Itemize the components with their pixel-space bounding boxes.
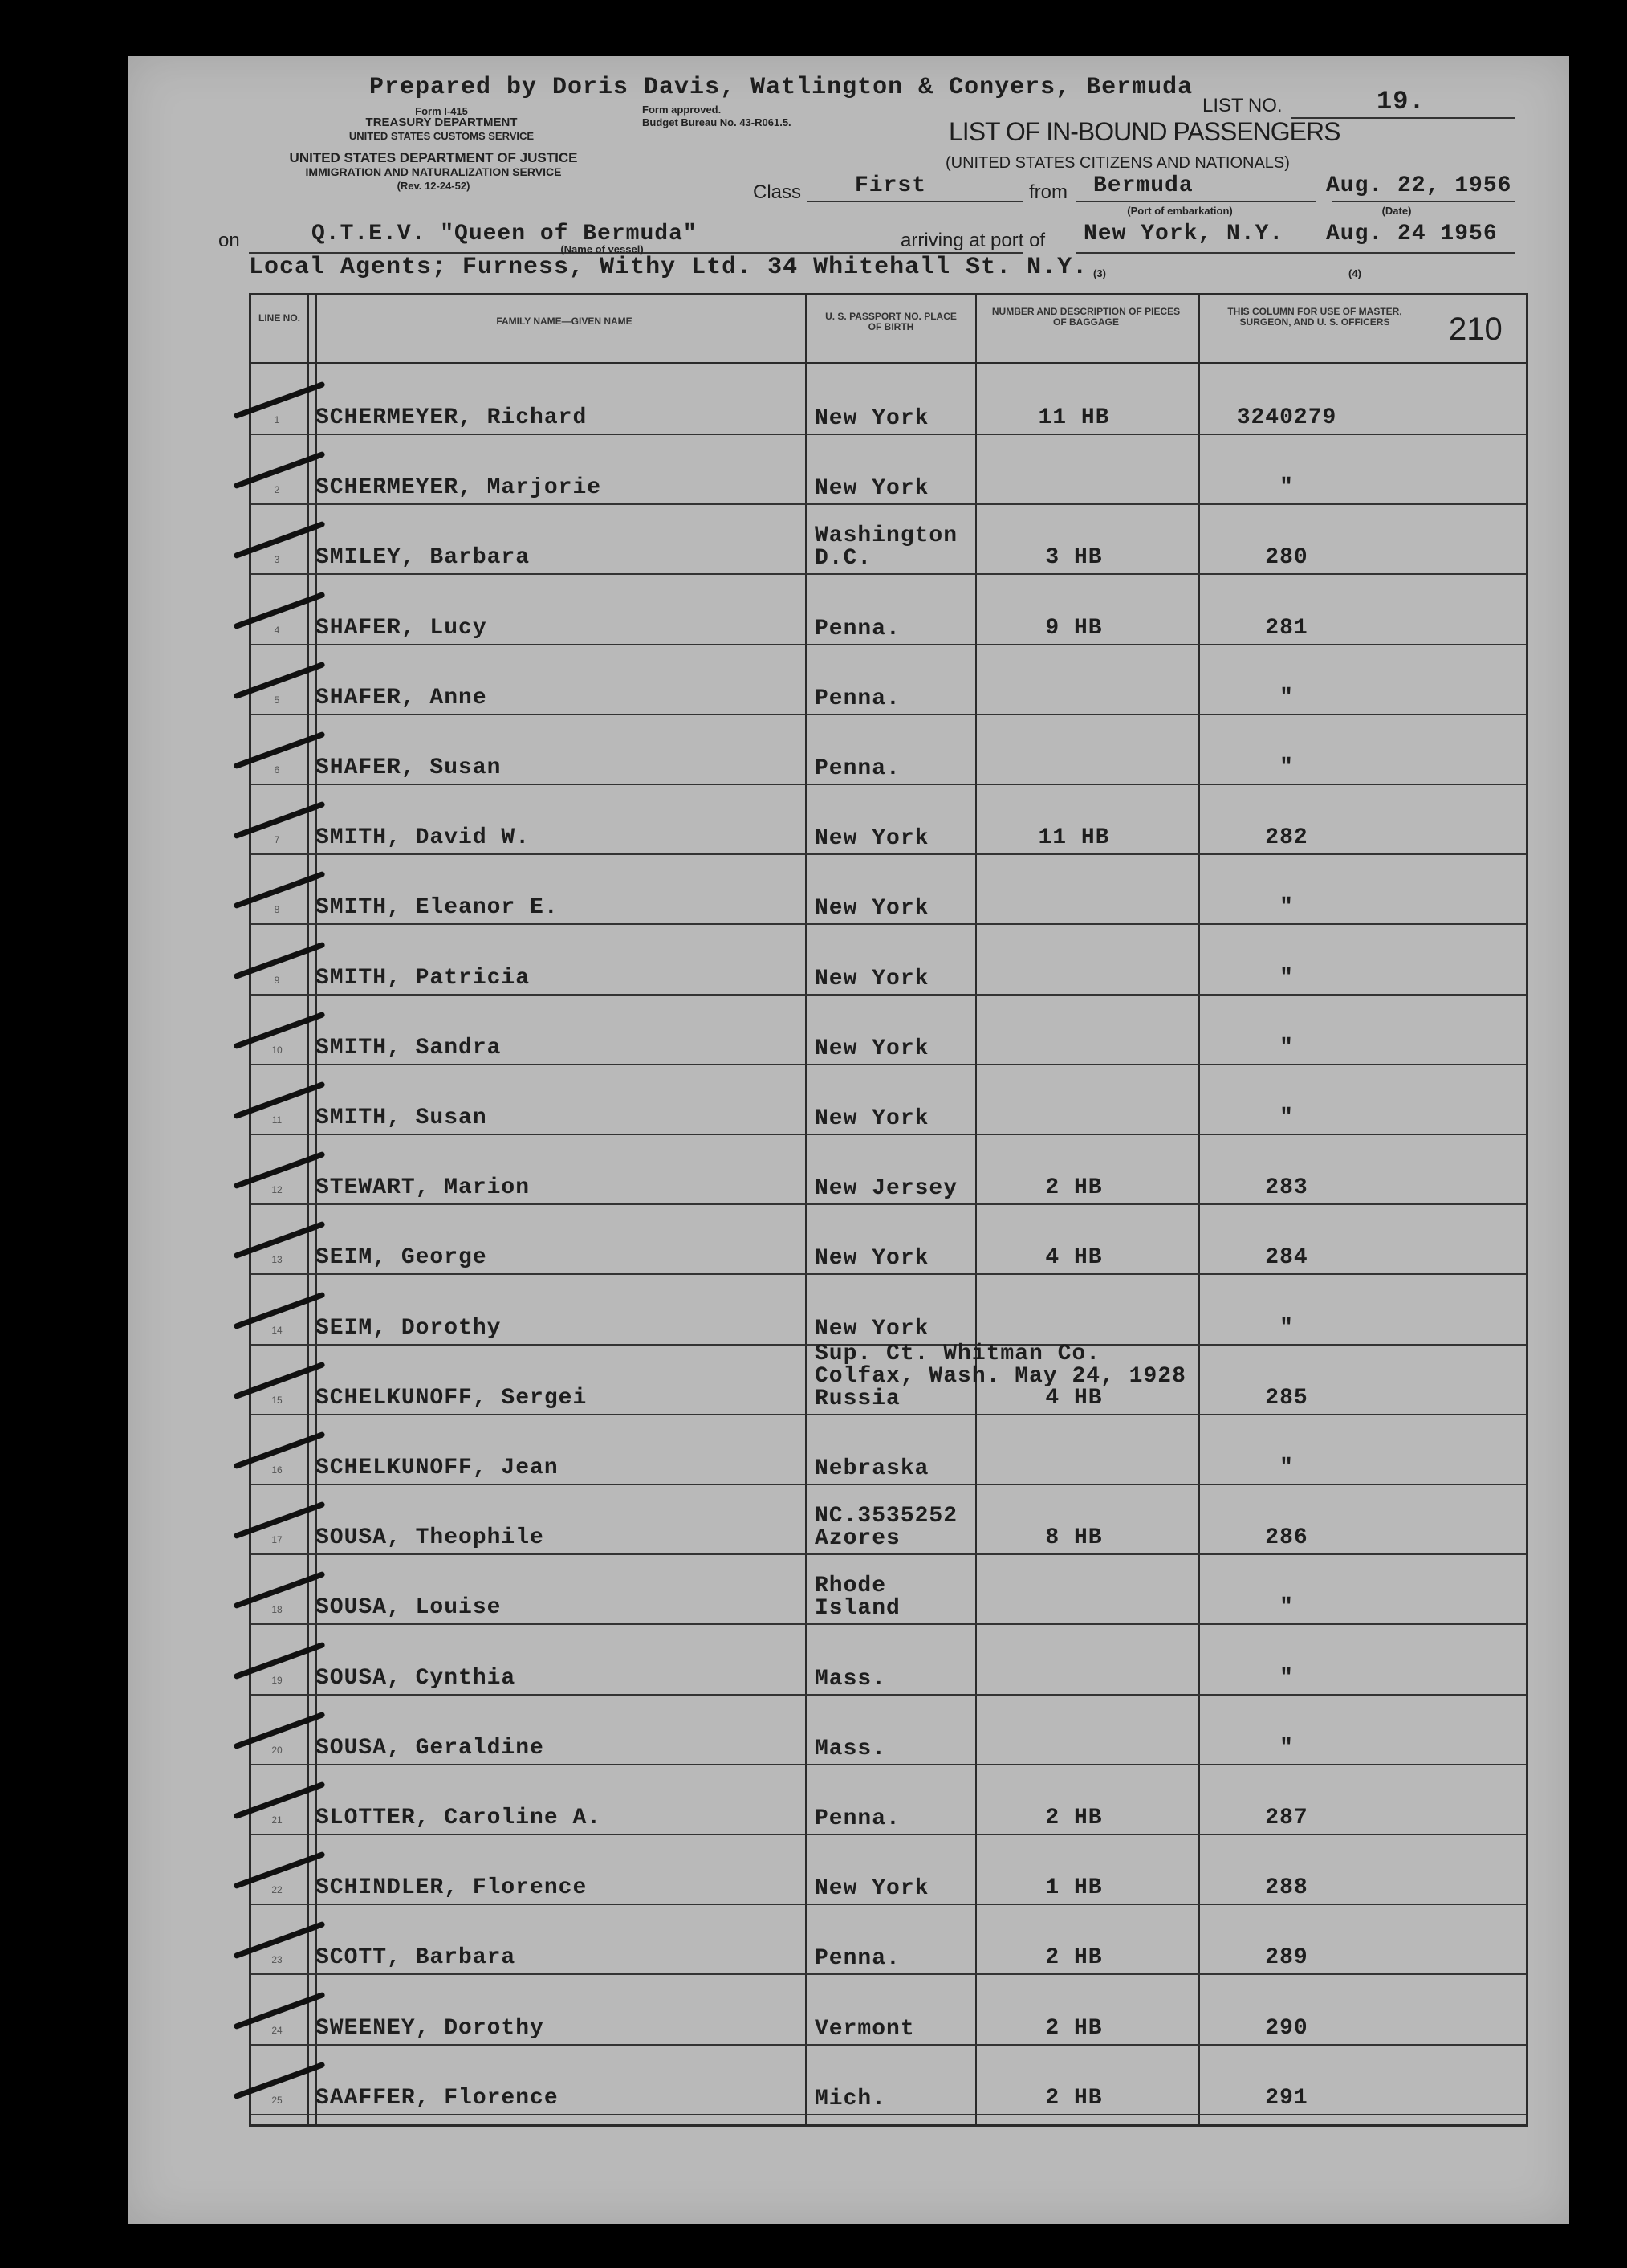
place-of-birth: Penna. [815, 756, 901, 781]
line-number: 7 [274, 834, 280, 846]
passenger-name: SHAFER, Susan [315, 755, 502, 780]
line-number: 16 [271, 1464, 283, 1476]
officer-number: " [1279, 1595, 1294, 1621]
passenger-name: SHAFER, Anne [315, 685, 487, 711]
officer-number: 291 [1265, 2085, 1308, 2111]
row-line [251, 2114, 1526, 2115]
officer-number: " [1279, 1456, 1294, 1480]
officer-number: 286 [1265, 1525, 1308, 1551]
table-row [251, 505, 1526, 575]
table-row [251, 996, 1526, 1065]
list-title: LIST OF IN-BOUND PASSENGERS [949, 117, 1340, 146]
passenger-name: SAAFFER, Florence [315, 2085, 559, 2111]
list-no-label: LIST NO. [1202, 95, 1283, 116]
line-number: 9 [274, 974, 280, 986]
immigration-service: IMMIGRATION AND NATURALIZATION SERVICE [305, 165, 562, 178]
date-caption: (Date) [1381, 205, 1412, 217]
punch-hole [66, 2047, 108, 2089]
officer-number: 284 [1265, 1245, 1308, 1271]
table-row [251, 1415, 1526, 1485]
punch-hole [66, 739, 108, 780]
line-number: 10 [271, 1044, 283, 1056]
officer-number: 289 [1265, 1945, 1308, 1971]
prepared-by: Prepared by Doris Davis, Watlington & Conyers, Bermuda [369, 74, 1194, 101]
place-of-birth: New York [815, 1106, 929, 1131]
baggage: 8 HB [1045, 1525, 1103, 1551]
line-number: 13 [271, 1254, 283, 1266]
vessel-name: Q.T.E.V. "Queen of Bermuda" [311, 222, 698, 246]
passenger-name: SMITH, David W. [315, 825, 531, 851]
place-of-birth: New York [815, 966, 929, 991]
table-row [251, 855, 1526, 925]
officer-number: " [1279, 685, 1294, 711]
passenger-name: SEIM, Dorothy [315, 1315, 502, 1341]
from-label: from [1029, 181, 1068, 203]
from-value: Bermuda [1093, 173, 1194, 198]
table-row [251, 1135, 1526, 1205]
line-number: 12 [271, 1184, 283, 1196]
list-no-value: 19. [1377, 87, 1426, 116]
place-of-birth: Penna. [815, 1946, 901, 1972]
passenger-name: SLOTTER, Caroline A. [315, 1806, 602, 1830]
line-number: 5 [274, 694, 280, 706]
line-number: 21 [271, 1814, 283, 1826]
passenger-name: SCHINDLER, Florence [315, 1875, 588, 1901]
table-row [251, 1765, 1526, 1835]
punch-hole [66, 1590, 108, 1631]
officer-number: 285 [1265, 1385, 1308, 1411]
arriving-label: arriving at port of [901, 230, 1046, 251]
passenger-name: SWEENEY, Dorothy [315, 2015, 544, 2041]
table-row [251, 2046, 1526, 2115]
place-of-birth: New York [815, 1316, 929, 1342]
table-row [251, 1835, 1526, 1905]
passenger-name: SHAFER, Lucy [315, 615, 487, 641]
officer-number: 287 [1265, 1806, 1308, 1830]
from-line [1076, 201, 1316, 202]
baggage: 11 HB [1038, 405, 1110, 430]
baggage: 4 HB [1045, 1245, 1103, 1271]
officer-number: " [1279, 755, 1294, 780]
baggage: 3 HB [1045, 545, 1103, 571]
passenger-name: SMITH, Susan [315, 1105, 487, 1130]
passenger-name: SMITH, Patricia [315, 965, 531, 991]
place-of-birth: Mass. [815, 1736, 887, 1761]
line-number: 23 [271, 1954, 283, 1966]
arrival-date: Aug. 24 1956 [1326, 222, 1498, 246]
passenger-name: SMILEY, Barbara [315, 545, 531, 571]
place-of-birth: New Jersey [815, 1176, 958, 1202]
officer-number: 3240279 [1236, 405, 1337, 430]
line-number: 19 [271, 1674, 283, 1686]
departure-date: Aug. 22, 1956 [1326, 173, 1512, 198]
passenger-name: SCHELKUNOFF, Sergei [315, 1385, 588, 1411]
place-of-birth: New York [815, 1246, 929, 1272]
passenger-table [249, 293, 1528, 2127]
class-label: Class [753, 181, 802, 203]
line-number: 15 [271, 1394, 283, 1406]
budget-bureau: Budget Bureau No. 43-R061.5. [642, 116, 791, 128]
line-number: 22 [271, 1884, 283, 1896]
table-row [251, 926, 1526, 996]
officer-number: 288 [1265, 1875, 1308, 1901]
baggage: 4 HB [1045, 1385, 1103, 1411]
place-of-birth: Rhode Island [815, 1574, 901, 1622]
passenger-name: SCHELKUNOFF, Jean [315, 1456, 559, 1480]
baggage: 2 HB [1045, 2015, 1103, 2041]
line-number: 2 [274, 484, 280, 496]
port-caption: (Port of embarkation) [1127, 205, 1233, 217]
punch-hole [40, 124, 82, 166]
baggage: 1 HB [1045, 1875, 1103, 1901]
officer-number: " [1279, 1665, 1294, 1691]
place-of-birth: Mass. [815, 1666, 887, 1692]
line-number: 18 [271, 1604, 283, 1616]
place-of-birth: NC.3535252 Azores [815, 1504, 958, 1552]
punch-hole [66, 618, 108, 660]
passenger-name: SMITH, Sandra [315, 1035, 502, 1061]
officer-number: 280 [1265, 545, 1308, 571]
officer-number: " [1279, 1035, 1294, 1061]
table-row [251, 1976, 1526, 2046]
arrival-line [1076, 252, 1515, 254]
col-name: FAMILY NAME—GIVEN NAME [496, 316, 632, 327]
form-revision: (Rev. 12-24-52) [397, 180, 470, 192]
passenger-name: SOUSA, Cynthia [315, 1665, 516, 1691]
line-number: 17 [271, 1534, 283, 1546]
line-number: 6 [274, 764, 280, 776]
place-of-birth: New York [815, 1876, 929, 1902]
passenger-name: SCHERMEYER, Marjorie [315, 475, 602, 501]
treasury-department: TREASURY DEPARTMENT [365, 116, 518, 129]
baggage: 2 HB [1045, 1175, 1103, 1201]
table-row [251, 365, 1526, 435]
form-number: Form I-415 [415, 105, 468, 117]
officer-number: " [1279, 475, 1294, 501]
vessel-caption: (Name of vessel) [560, 243, 644, 255]
baggage: 2 HB [1045, 2085, 1103, 2111]
passenger-name: SEIM, George [315, 1245, 487, 1271]
place-of-birth: New York [815, 896, 929, 922]
punch-hole [40, 259, 82, 300]
place-of-birth: Penna. [815, 686, 901, 711]
baggage: 2 HB [1045, 1945, 1103, 1971]
department-of-justice: UNITED STATES DEPARTMENT OF JUSTICE [289, 150, 578, 165]
line-number: 4 [274, 624, 280, 636]
officer-number: 281 [1265, 615, 1308, 641]
officer-number: " [1279, 1105, 1294, 1130]
on-label: on [218, 230, 240, 251]
officer-number: 283 [1265, 1175, 1308, 1201]
col-baggage: NUMBER AND DESCRIPTION OF PIECES OF BAGGAGE [991, 306, 1181, 328]
place-of-birth: New York [815, 1036, 929, 1061]
place-of-birth: Penna. [815, 616, 901, 641]
table-row [251, 645, 1526, 715]
baggage: 11 HB [1038, 825, 1110, 851]
table-row [251, 1626, 1526, 1696]
manifest-page [128, 56, 1569, 2224]
officer-number: " [1279, 1315, 1294, 1341]
passenger-name: SMITH, Eleanor E. [315, 895, 559, 921]
passenger-name: SOUSA, Theophile [315, 1525, 544, 1551]
passenger-name: SOUSA, Geraldine [315, 1735, 544, 1761]
passenger-name: SCHERMEYER, Richard [315, 405, 588, 430]
table-row [251, 715, 1526, 785]
baggage: 9 HB [1045, 615, 1103, 641]
place-of-birth: New York [815, 826, 929, 852]
officer-number: 290 [1265, 2015, 1308, 2041]
passenger-name: SOUSA, Louise [315, 1595, 502, 1621]
table-row [251, 1276, 1526, 1346]
col-officers: THIS COLUMN FOR USE OF MASTER, SURGEON, AND U. S. OFFICERS [1227, 306, 1402, 328]
table-row [251, 1205, 1526, 1275]
place-of-birth: Vermont [815, 2016, 915, 2042]
local-agents: Local Agents; Furness, Withy Ltd. 34 Whitehall St. N.Y. [249, 254, 1088, 281]
line-number: 24 [271, 2024, 283, 2036]
officer-number: " [1279, 965, 1294, 991]
passenger-name: STEWART, Marion [315, 1175, 531, 1201]
class-value: First [855, 173, 927, 198]
class-line [807, 201, 1023, 202]
place-of-birth: Mich. [815, 2086, 887, 2111]
header-row-line [251, 362, 1526, 364]
table-row [251, 435, 1526, 505]
place-of-birth: Penna. [815, 1806, 901, 1831]
table-row [251, 1905, 1526, 1975]
place-of-birth: Sup. Ct. Whitman Co. Colfax, Wash. May 24, 1928 Russia [815, 1341, 1186, 1411]
table-row [251, 576, 1526, 645]
table-row [251, 1065, 1526, 1135]
line-number: 20 [271, 1744, 283, 1756]
line-number: 3 [274, 554, 280, 566]
punch-hole [66, 1076, 108, 1118]
officer-number: " [1279, 895, 1294, 921]
baggage: 2 HB [1045, 1806, 1103, 1830]
line-number: 14 [271, 1324, 283, 1336]
caption-4: (4) [1348, 267, 1361, 279]
line-number: 8 [274, 904, 280, 916]
list-subtitle: (UNITED STATES CITIZENS AND NATIONALS) [946, 154, 1290, 172]
table-row [251, 1485, 1526, 1555]
customs-service: UNITED STATES CUSTOMS SERVICE [348, 130, 535, 142]
arrival-port: New York, N.Y. [1084, 222, 1284, 246]
table-row [251, 1696, 1526, 1765]
line-number: 1 [274, 414, 280, 426]
place-of-birth: New York [815, 406, 929, 431]
table-row [251, 1555, 1526, 1625]
place-of-birth: Washington D.C. [815, 523, 958, 572]
place-of-birth: New York [815, 476, 929, 502]
form-approved: Form approved. [642, 104, 722, 116]
passenger-name: SCOTT, Barbara [315, 1945, 516, 1971]
punch-hole [66, 1855, 108, 1896]
officer-number: " [1279, 1735, 1294, 1761]
sheet-number: 210 [1449, 311, 1503, 347]
col-passport: U. S. PASSPORT NO. PLACE OF BIRTH [825, 311, 957, 332]
col-line-no: LINE NO. [258, 312, 300, 324]
officer-number: 282 [1265, 825, 1308, 851]
line-number: 25 [271, 2094, 283, 2106]
table-row [251, 785, 1526, 855]
table-row [251, 1341, 1526, 1415]
date-line [1332, 201, 1515, 202]
place-of-birth: Nebraska [815, 1456, 929, 1481]
caption-3: (3) [1093, 267, 1106, 279]
line-number: 11 [271, 1114, 283, 1126]
